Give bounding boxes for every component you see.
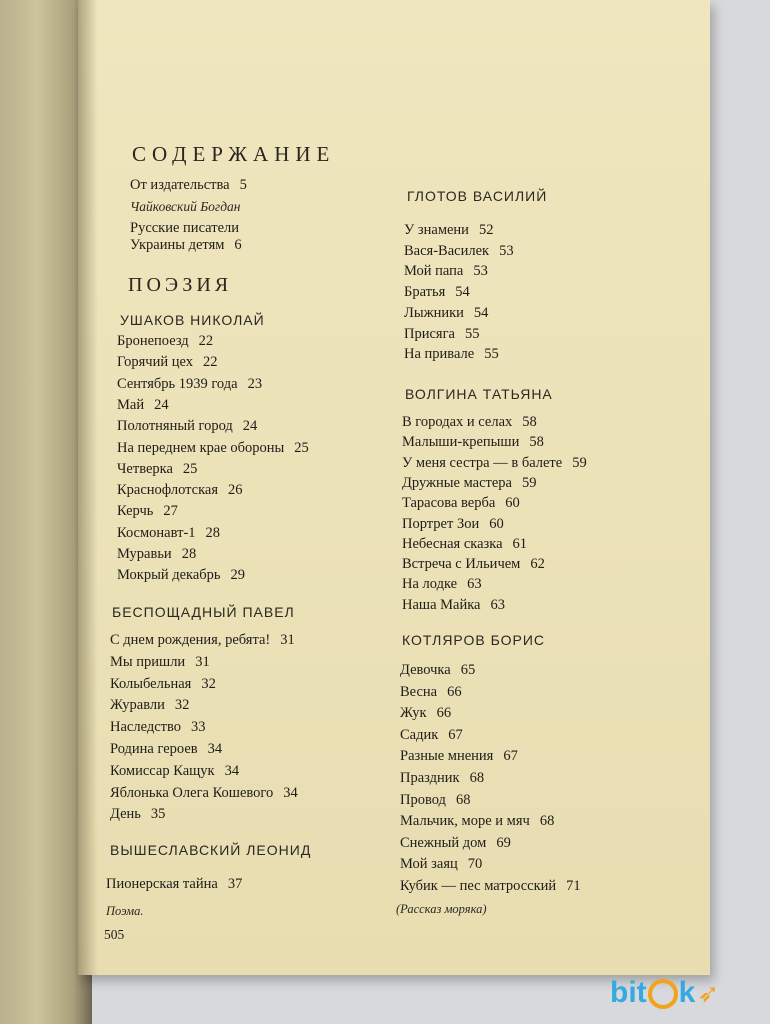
toc-entry-page: 33	[190, 719, 206, 736]
toc-entry	[404, 263, 488, 280]
toc-entry	[402, 414, 537, 431]
toc-entry-page: 70	[467, 856, 483, 873]
toc-entry-title: У меня сестра — в балете	[402, 454, 563, 471]
toc-entry-title: Бронепоезд	[117, 333, 189, 349]
toc-entry-page: 54	[455, 284, 470, 301]
toc-entry	[400, 662, 475, 679]
toc-entry-title: Провод	[400, 791, 446, 808]
toc-entry-page: 28	[205, 524, 221, 541]
toc-entry-title: Журавли	[110, 697, 165, 714]
toc-entry-page: 58	[529, 434, 544, 451]
toc-entry	[400, 813, 554, 830]
toc-entry-title: С днем рождения, ребята!	[110, 632, 271, 648]
toc-entry	[402, 556, 545, 573]
toc-entry-title: День	[110, 806, 141, 823]
toc-entry-title: Присяга	[404, 325, 455, 342]
toc-entry-title: Мой заяц	[400, 856, 458, 873]
toc-entry	[117, 482, 243, 499]
toc-entry	[402, 455, 587, 472]
toc-entry: Пионерская тайна 37	[106, 876, 243, 892]
toc-entry	[110, 719, 205, 736]
toc-entry	[110, 763, 239, 780]
watermark-logo: bit k ➶	[610, 976, 720, 1009]
toc-entry-page: 65	[460, 662, 476, 678]
toc-entry-title: Снежный дом	[400, 834, 487, 851]
toc-entry-page: 69	[496, 834, 511, 851]
toc-entry-page: 32	[174, 697, 190, 714]
author-heading: УШАКОВ НИКОЛАЙ	[120, 312, 265, 328]
toc-entry: Русские писатели	[130, 220, 240, 236]
toc-entry	[117, 418, 257, 435]
toc-entry	[117, 525, 220, 542]
toc-entry-page: 63	[467, 576, 482, 593]
toc-entry-title: Праздник	[400, 770, 460, 786]
toc-entry-page: 67	[448, 726, 463, 743]
toc-entry-title: Портрет Зои	[402, 515, 480, 532]
toc-entry-title: Четверка	[117, 460, 173, 477]
toc-entry-page: 35	[150, 806, 166, 823]
toc-entry-title: У знамени	[404, 222, 469, 238]
toc-entry-page: 29	[230, 567, 246, 584]
toc-entry	[117, 376, 262, 393]
toc-entry-author: Чайковский Богдан	[130, 199, 241, 214]
toc-entry-page: 34	[224, 762, 240, 779]
toc-entry-title: Жук	[400, 705, 427, 722]
toc-entry-page: 53	[499, 242, 514, 259]
toc-entry-title: В городах и селах	[402, 414, 513, 430]
toc-entry	[402, 495, 520, 512]
toc-entry	[404, 222, 493, 239]
toc-entry	[404, 346, 499, 363]
toc-entry-title: Май	[117, 396, 145, 413]
toc-entry	[402, 536, 527, 553]
page-number: 505	[104, 927, 125, 942]
toc-note: (Рассказ моряка)	[396, 902, 487, 916]
toc-entry-page: 22	[202, 354, 218, 371]
toc-entry	[110, 632, 295, 649]
toc-entry	[117, 567, 245, 584]
toc-entry-title: Девочка	[400, 662, 451, 678]
toc-entry-title: Сентябрь 1939 года	[117, 375, 238, 392]
toc-entry	[404, 243, 514, 260]
toc-entry	[402, 434, 544, 451]
toc-entry	[404, 284, 470, 301]
toc-entry	[402, 516, 504, 533]
toc-entry-title: Тарасова верба	[402, 495, 496, 512]
toc-entry	[400, 705, 451, 722]
toc-entry	[400, 835, 511, 852]
toc-entry	[110, 654, 210, 671]
toc-entry-page: 53	[473, 263, 488, 280]
toc-entry	[110, 697, 189, 714]
toc-entry-page: 55	[484, 346, 499, 363]
toc-entry-page: 55	[464, 325, 480, 342]
toc-entry	[404, 305, 488, 322]
author-heading: БЕСПОЩАДНЫЙ ПАВЕЛ	[112, 604, 295, 620]
toc-entry-title: Горячий цех	[117, 354, 193, 371]
toc-entry-page: 25	[182, 460, 198, 477]
author-heading: КОТЛЯРОВ БОРИС	[402, 632, 546, 648]
toc-note: Поэма.	[106, 904, 144, 918]
toc-entry	[110, 785, 298, 802]
toc-entry	[110, 741, 222, 758]
toc-entry	[117, 546, 196, 563]
toc-entry	[402, 597, 505, 614]
toc-entry-title: Полотняный город	[117, 418, 233, 435]
toc-entry-page: 62	[530, 556, 545, 573]
toc-entry: От издательства 5	[130, 177, 247, 193]
toc-entry-page: 24	[242, 418, 258, 435]
toc-entry-page: 31	[280, 632, 295, 648]
toc-entry-title: Кубик — пес матросский	[400, 878, 557, 894]
toc-entry-page: 23	[247, 375, 263, 392]
toc-entry	[400, 748, 518, 765]
toc-entry-title: Небесная сказка	[402, 535, 503, 552]
author-heading: ВЫШЕСЛАВСКИЙ ЛЕОНИД	[110, 842, 312, 858]
toc-entry-page: 66	[436, 705, 452, 722]
toc-entry-title: Весна	[400, 683, 438, 700]
toc-entry-title: Колыбельная	[110, 675, 192, 692]
toc-entry-page: 59	[572, 454, 587, 471]
toc-entry	[400, 856, 482, 873]
toc-entry	[400, 770, 484, 787]
toc-entry-title: Муравьи	[117, 546, 172, 562]
toc-entry-page: 34	[207, 741, 223, 757]
toc-entry-title: Родина героев	[110, 741, 198, 757]
toc-entry-title: Лыжники	[404, 304, 464, 321]
toc-entry-title: На привале	[404, 346, 475, 363]
toc-entry-page: 25	[294, 439, 309, 456]
toc-entry-page: 60	[505, 495, 520, 512]
toc-entry-page: 71	[566, 878, 581, 894]
toc-entry	[117, 503, 178, 520]
author-heading: ВОЛГИНА ТАТЬЯНА	[405, 386, 553, 402]
toc-entry-title: Комиссар Кащук	[110, 762, 215, 779]
toc-entry-page: 60	[489, 515, 504, 532]
toc-entry-title: Встреча с Ильичем	[402, 556, 521, 573]
toc-entry-title: Наша Майка	[402, 596, 481, 613]
section-heading: ПОЭЗИЯ	[128, 274, 233, 296]
toc-entry	[400, 792, 470, 809]
smile-o-icon	[648, 979, 678, 1009]
toc-entry: Украины детям 6	[130, 237, 242, 253]
toc-entry-page: 26	[228, 482, 243, 499]
toc-entry-title: На переднем крае обороны	[117, 439, 285, 456]
toc-entry-title: Садик	[400, 726, 439, 743]
toc-entry-page: 68	[539, 813, 555, 830]
toc-entry-title: На лодке	[402, 576, 458, 593]
toc-entry	[110, 806, 165, 823]
toc-entry-title: Мокрый декабрь	[117, 567, 221, 584]
toc-entry-title: Яблонька Олега Кошевого	[110, 784, 274, 801]
toc-entry	[402, 475, 537, 492]
toc-entry-title: Наследство	[110, 719, 181, 736]
toc-entry-page: 27	[163, 503, 178, 520]
toc-entry-page: 34	[283, 784, 298, 801]
toc-entry	[117, 440, 309, 457]
toc-entry-title: Мы пришли	[110, 653, 186, 670]
toc-entry	[117, 333, 213, 350]
author-heading: ГЛОТОВ ВАСИЛИЙ	[407, 188, 548, 204]
toc-entry-title: Разные мнения	[400, 748, 494, 765]
toc-entry-page: 68	[469, 770, 485, 786]
toc-entry	[117, 354, 217, 371]
toc-entry-title: Космонавт-1	[117, 524, 196, 541]
arrow-icon: ➶	[697, 977, 720, 1008]
toc-entry	[110, 676, 216, 693]
toc-entry	[400, 684, 462, 701]
toc-entry	[117, 461, 197, 478]
toc-entry-page: 22	[198, 333, 214, 349]
toc-entry	[400, 878, 581, 895]
toc-entry	[400, 727, 463, 744]
toc-entry-page: 31	[195, 653, 210, 670]
toc-entry-page: 58	[522, 414, 537, 430]
toc-entry-title: Братья	[404, 284, 446, 301]
page-gutter-shadow	[78, 0, 98, 975]
toc-entry-title: Мой папа	[404, 263, 464, 280]
toc-entry	[402, 576, 482, 593]
toc-entry-title: Краснофлотская	[117, 482, 219, 499]
toc-entry-page: 28	[181, 546, 197, 562]
toc-entry-page: 63	[490, 596, 505, 613]
toc-entry-page: 66	[447, 683, 462, 700]
toc-entry-title: Вася-Василек	[404, 242, 490, 259]
toc-entry	[117, 397, 169, 414]
toc-entry-title: Мальчик, море и мяч	[400, 813, 530, 830]
toc-entry-page: 32	[201, 675, 216, 692]
toc-entry-page: 68	[455, 791, 471, 808]
toc-entry	[404, 326, 479, 343]
toc-entry-page: 61	[512, 535, 528, 552]
toc-entry-title: Малыши-крепыши	[402, 434, 520, 451]
toc-entry-page: 59	[522, 474, 537, 491]
toc-entry-page: 24	[154, 396, 169, 413]
toc-entry-title: Дружные мастера	[402, 474, 512, 491]
toc-entry-page: 67	[503, 748, 518, 765]
toc-entry-title: Керчь	[117, 503, 154, 520]
page-title: СОДЕРЖАНИЕ	[132, 142, 336, 166]
toc-entry-page: 52	[478, 222, 494, 238]
toc-entry-page: 54	[473, 304, 489, 321]
